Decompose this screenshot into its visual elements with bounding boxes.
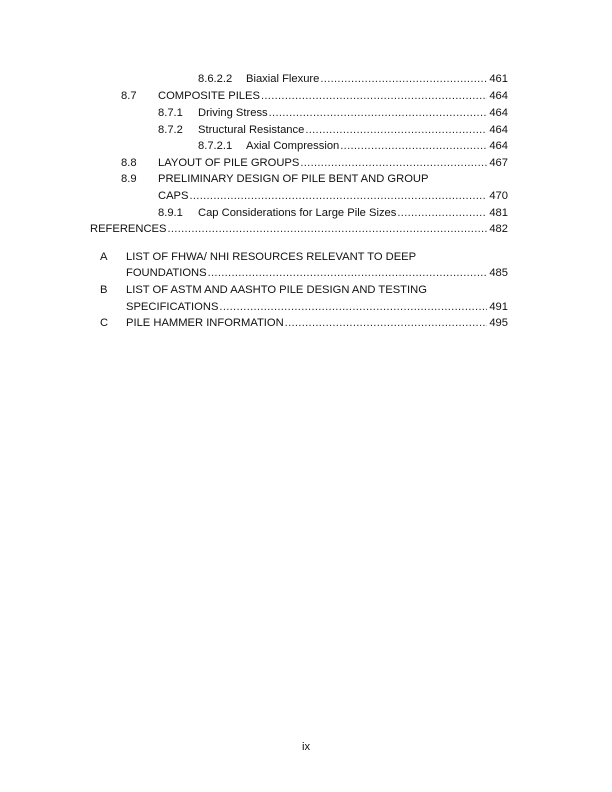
appendix-letter: C (100, 317, 109, 329)
toc-entry-title: LAYOUT OF PILE GROUPS (158, 157, 300, 169)
toc-entry-page: 482 (489, 223, 508, 235)
toc-entry-title: Biaxial Flexure (246, 73, 320, 85)
dot-leader (219, 300, 487, 315)
dot-leader (300, 156, 487, 171)
dot-leader (208, 266, 487, 281)
toc-entry[interactable] (158, 206, 508, 221)
dot-leader (397, 206, 487, 221)
appendix-entry[interactable] (100, 250, 416, 265)
toc-entry-number: 8.9.1 (158, 207, 183, 219)
toc-entry-page: 464 (489, 90, 508, 102)
toc-entry-page: 467 (489, 157, 508, 169)
dot-leader (261, 89, 487, 104)
page-number-footer: ix (301, 741, 311, 753)
appendix-entry[interactable] (100, 283, 427, 298)
dot-leader (305, 123, 487, 138)
toc-entry-number: 8.7 (121, 90, 137, 102)
toc-entry-page: 470 (489, 190, 508, 202)
appendix-page: 485 (489, 267, 508, 279)
dot-leader (269, 106, 487, 121)
appendix-page: 495 (489, 317, 508, 329)
toc-entry-page: 464 (489, 124, 508, 136)
toc-entry-title: COMPOSITE PILES (158, 90, 260, 102)
toc-entry-number: 8.8 (121, 157, 137, 169)
appendix-letter: B (100, 284, 108, 296)
appendix-title-continued: FOUNDATIONS (126, 267, 207, 279)
toc-entry-number: 8.9 (121, 173, 137, 185)
toc-entry-page: 464 (489, 140, 508, 152)
appendix-page: 491 (489, 301, 508, 313)
toc-entry-number: 8.7.1 (158, 107, 183, 119)
toc-entry[interactable] (158, 106, 508, 121)
appendix-title: PILE HAMMER INFORMATION (126, 317, 284, 329)
toc-entry-references[interactable] (90, 222, 508, 237)
toc-entry[interactable] (198, 139, 508, 154)
toc-entry-title: Axial Compression (246, 140, 340, 152)
appendix-entry-continuation[interactable] (126, 266, 508, 281)
toc-entry-page: 461 (489, 73, 508, 85)
dot-leader (167, 222, 487, 237)
dot-leader (189, 189, 487, 204)
toc-entry-title: Driving Stress (198, 107, 268, 119)
appendix-entry-continuation[interactable] (126, 300, 508, 315)
toc-entry-number: 8.6.2.2 (198, 73, 233, 85)
toc-entry-title: Cap Considerations for Large Pile Sizes (198, 207, 397, 219)
toc-entry[interactable] (158, 123, 508, 138)
appendix-entry[interactable] (100, 316, 508, 331)
toc-entry-continuation[interactable] (158, 189, 508, 204)
appendix-title-continued: SPECIFICATIONS (126, 301, 219, 313)
toc-entry-number: 8.7.2.1 (198, 140, 233, 152)
toc-entry[interactable] (198, 72, 508, 87)
toc-entry[interactable] (121, 89, 508, 104)
toc-entry-title: REFERENCES (90, 223, 167, 235)
toc-entry-page: 464 (489, 107, 508, 119)
appendix-title: LIST OF FHWA/ NHI RESOURCES RELEVANT TO DEEP (126, 251, 417, 263)
toc-entry-title-continued: CAPS (158, 190, 189, 202)
dot-leader (285, 316, 487, 331)
toc-entry[interactable] (121, 172, 428, 187)
toc-entry[interactable] (121, 156, 508, 171)
toc-entry-title: Structural Resistance (198, 124, 305, 136)
appendix-title: LIST OF ASTM AND AASHTO PILE DESIGN AND TESTING (126, 284, 427, 296)
appendix-letter: A (100, 251, 108, 263)
dot-leader (340, 139, 487, 154)
dot-leader (320, 72, 487, 87)
toc-entry-number: 8.7.2 (158, 124, 183, 136)
toc-entry-page: 481 (489, 207, 508, 219)
toc-entry-title: PRELIMINARY DESIGN OF PILE BENT AND GROUP (158, 173, 429, 185)
